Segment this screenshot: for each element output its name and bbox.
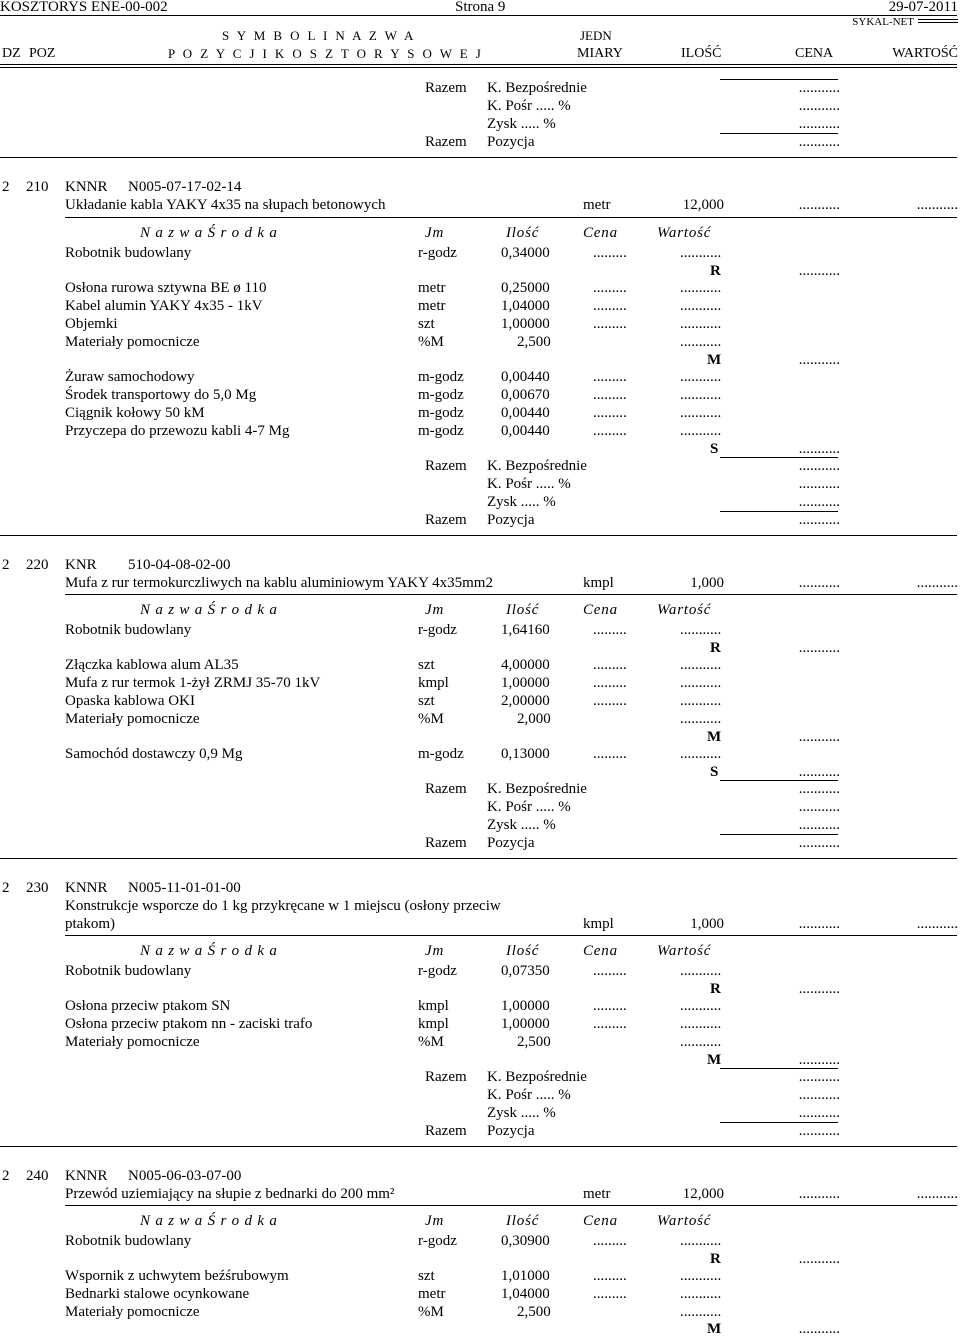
col-ilosc: ILOŚĆ bbox=[681, 46, 722, 61]
koszty-bezposrednie-label: K. Bezpośrednie bbox=[487, 781, 587, 797]
software-name: SYKAL-NET bbox=[852, 16, 914, 28]
resource-name: Żuraw samochodowy bbox=[65, 369, 195, 385]
col-nazwa-srodka: N a z w a Ś r o d k a bbox=[140, 225, 278, 241]
position-dz: 2 bbox=[2, 1168, 10, 1184]
resource-unit: m-godz bbox=[418, 423, 464, 439]
resource-value: ........... bbox=[680, 405, 722, 421]
resource-price: ......... bbox=[593, 1286, 627, 1302]
resource-value: ........... bbox=[680, 387, 722, 403]
resource-value: ........... bbox=[680, 746, 722, 762]
resource-name: Ciągnik kołowy 50 kM bbox=[65, 405, 205, 421]
col-pozycji: P O Z Y C J I K O S Z T O R Y S O W E J bbox=[168, 46, 484, 61]
resource-price: ......... bbox=[593, 1268, 627, 1284]
subtotal-s-label: S bbox=[710, 441, 719, 457]
resource-unit: kmpl bbox=[418, 1016, 449, 1032]
resource-price: ......... bbox=[593, 1016, 627, 1032]
resource-name: Kabel alumin YAKY 4x35 - 1kV bbox=[65, 298, 263, 314]
resource-value: ........... bbox=[680, 711, 722, 727]
resource-name: Objemki bbox=[65, 316, 118, 332]
resource-unit: metr bbox=[418, 280, 446, 296]
subtotal-r-value: ........... bbox=[798, 640, 840, 656]
position-description: Przewód uziemiający na słupie z bednarki do 200 mm² bbox=[65, 1186, 395, 1202]
pozycja-label: Pozycja bbox=[487, 835, 535, 851]
col-symbol-nazwa: S Y M B O L I N A Z W A bbox=[222, 28, 416, 43]
col-wartosc: Wartość bbox=[657, 225, 712, 241]
resource-value: ........... bbox=[680, 693, 722, 709]
resource-price: ......... bbox=[593, 693, 627, 709]
position-separator bbox=[0, 157, 957, 158]
resource-unit: %M bbox=[418, 1034, 444, 1050]
resource-unit: szt bbox=[418, 316, 435, 332]
summary-rule bbox=[720, 79, 838, 80]
razem-label: Razem bbox=[425, 80, 467, 96]
pozycja-value: ........... bbox=[798, 134, 840, 150]
resource-norm: 0,34000 bbox=[501, 245, 550, 261]
catalog-name: KNR bbox=[65, 557, 97, 573]
col-jm: Jm bbox=[425, 225, 445, 241]
resource-unit: %M bbox=[418, 711, 444, 727]
resource-norm: 1,00000 bbox=[501, 675, 550, 691]
subtotal-m-label: M bbox=[707, 729, 722, 745]
position-rule bbox=[65, 935, 957, 936]
pozycja-label: Pozycja bbox=[487, 512, 535, 528]
position-dz: 2 bbox=[2, 179, 10, 195]
col-jm: Jm bbox=[425, 943, 445, 959]
col-ilosc: Ilość bbox=[506, 602, 540, 618]
resource-unit: kmpl bbox=[418, 998, 449, 1014]
resource-value: ........... bbox=[680, 1268, 722, 1284]
koszty-posrednie-value: ........... bbox=[798, 1087, 840, 1103]
header-rule-top bbox=[0, 15, 957, 16]
koszty-bezposrednie-value: ........... bbox=[798, 80, 840, 96]
pozycja-value: ........... bbox=[798, 835, 840, 851]
resource-name: Środek transportowy do 5,0 Mg bbox=[65, 387, 257, 403]
resource-value: ........... bbox=[680, 963, 722, 979]
zysk-value: ........... bbox=[798, 494, 840, 510]
col-cena: Cena bbox=[583, 602, 618, 618]
position-separator bbox=[0, 1146, 957, 1147]
position-number: 210 bbox=[26, 179, 49, 195]
position-value: ........... bbox=[916, 197, 958, 213]
col-ilosc: Ilość bbox=[506, 943, 540, 959]
resource-norm: 2,00000 bbox=[501, 693, 550, 709]
resource-unit: r-godz bbox=[418, 963, 457, 979]
resource-name: Bednarki stalowe ocynkowane bbox=[65, 1286, 250, 1302]
resource-norm: 1,04000 bbox=[501, 1286, 550, 1302]
resource-value: ........... bbox=[680, 1034, 722, 1050]
resource-name: Robotnik budowlany bbox=[65, 622, 192, 638]
resource-value: ........... bbox=[680, 998, 722, 1014]
resource-unit: m-godz bbox=[418, 405, 464, 421]
catalog-code: N005-07-17-02-14 bbox=[128, 179, 242, 195]
resource-value: ........... bbox=[680, 245, 722, 261]
resource-value: ........... bbox=[680, 1304, 722, 1320]
zysk-label: Zysk ..... % bbox=[487, 1105, 556, 1121]
resource-name: Materiały pomocnicze bbox=[65, 711, 200, 727]
position-price: ........... bbox=[798, 197, 840, 213]
position-unit: metr bbox=[583, 1186, 611, 1202]
zysk-label: Zysk ..... % bbox=[487, 817, 556, 833]
col-cena: Cena bbox=[583, 943, 618, 959]
subtotal-m-value: ........... bbox=[798, 352, 840, 368]
koszty-bezposrednie-value: ........... bbox=[798, 781, 840, 797]
resource-norm: 0,00440 bbox=[501, 369, 550, 385]
resource-price: ......... bbox=[593, 675, 627, 691]
razem-label: Razem bbox=[425, 458, 467, 474]
koszty-bezposrednie-label: K. Bezpośrednie bbox=[487, 458, 587, 474]
col-wartosc: Wartość bbox=[657, 943, 712, 959]
resource-norm: 1,00000 bbox=[501, 1016, 550, 1032]
koszty-bezposrednie-value: ........... bbox=[798, 1069, 840, 1085]
position-price: ........... bbox=[798, 916, 840, 932]
position-value: ........... bbox=[916, 1186, 958, 1202]
resource-norm: 0,30900 bbox=[501, 1233, 550, 1249]
resource-norm: 1,01000 bbox=[501, 1268, 550, 1284]
resource-unit: m-godz bbox=[418, 746, 464, 762]
col-dz: DZ bbox=[2, 46, 21, 61]
col-jm: Jm bbox=[425, 602, 445, 618]
resource-unit: r-godz bbox=[418, 245, 457, 261]
position-value: ........... bbox=[916, 916, 958, 932]
resource-unit: %M bbox=[418, 1304, 444, 1320]
subtotal-r-value: ........... bbox=[798, 981, 840, 997]
position-number: 230 bbox=[26, 880, 49, 896]
resource-unit: kmpl bbox=[418, 675, 449, 691]
zysk-label: Zysk ..... % bbox=[487, 494, 556, 510]
position-quantity: 12,000 bbox=[682, 197, 724, 213]
col-cena: Cena bbox=[583, 225, 618, 241]
resource-name: Robotnik budowlany bbox=[65, 245, 192, 261]
position-rule bbox=[65, 217, 957, 218]
col-wartosc: Wartość bbox=[657, 602, 712, 618]
koszty-posrednie-label: K. Pośr ..... % bbox=[487, 1087, 571, 1103]
position-quantity: 1,000 bbox=[690, 916, 724, 932]
col-poz: POZ bbox=[29, 46, 56, 61]
resource-value: ........... bbox=[680, 1233, 722, 1249]
catalog-name: KNNR bbox=[65, 1168, 108, 1184]
resource-name: Osłona rurowa sztywna BE ø 110 bbox=[65, 280, 267, 296]
resource-price: ......... bbox=[593, 369, 627, 385]
col-nazwa-srodka: N a z w a Ś r o d k a bbox=[140, 1213, 278, 1229]
razem-label: Razem bbox=[425, 1123, 467, 1139]
resource-name: Samochód dostawczy 0,9 Mg bbox=[65, 746, 243, 762]
subtotal-r-label: R bbox=[710, 1251, 721, 1267]
page-number: Strona 9 bbox=[455, 0, 506, 15]
resource-name: Osłona przeciw ptakom SN bbox=[65, 998, 231, 1014]
resource-norm: 0,00440 bbox=[501, 423, 550, 439]
col-jedn: JEDN bbox=[580, 28, 612, 43]
resource-price: ......... bbox=[593, 245, 627, 261]
zysk-label: Zysk ..... % bbox=[487, 116, 556, 132]
resource-price: ......... bbox=[593, 298, 627, 314]
doc-date: 29-07-2011 bbox=[888, 0, 958, 15]
resource-unit: r-godz bbox=[418, 622, 457, 638]
doc-title: KOSZTORYS ENE-00-002 bbox=[0, 0, 168, 15]
resource-name: Przyczepa do przewozu kabli 4-7 Mg bbox=[65, 423, 290, 439]
subtotal-r-label: R bbox=[710, 981, 721, 997]
resource-unit: m-godz bbox=[418, 387, 464, 403]
resource-value: ........... bbox=[680, 622, 722, 638]
position-rule bbox=[65, 1205, 957, 1206]
resource-name: Materiały pomocnicze bbox=[65, 334, 200, 350]
col-miary: MIARY bbox=[577, 46, 623, 61]
razem-label: Razem bbox=[425, 134, 467, 150]
koszty-posrednie-label: K. Pośr ..... % bbox=[487, 98, 571, 114]
col-jm: Jm bbox=[425, 1213, 445, 1229]
koszty-posrednie-label: K. Pośr ..... % bbox=[487, 476, 571, 492]
col-nazwa-srodka: N a z w a Ś r o d k a bbox=[140, 943, 278, 959]
resource-price: ......... bbox=[593, 316, 627, 332]
resource-name: Mufa z rur termok 1-żył ZRMJ 35-70 1kV bbox=[65, 675, 321, 691]
position-separator bbox=[0, 535, 957, 536]
resource-unit: %M bbox=[418, 334, 444, 350]
resource-unit: szt bbox=[418, 1268, 435, 1284]
zysk-value: ........... bbox=[798, 1105, 840, 1121]
col-nazwa-srodka: N a z w a Ś r o d k a bbox=[140, 602, 278, 618]
pozycja-value: ........... bbox=[798, 1123, 840, 1139]
koszty-bezposrednie-label: K. Bezpośrednie bbox=[487, 1069, 587, 1085]
resource-norm: 0,07350 bbox=[501, 963, 550, 979]
col-ilosc: Ilość bbox=[506, 225, 540, 241]
resource-value: ........... bbox=[680, 280, 722, 296]
resource-price: ......... bbox=[593, 746, 627, 762]
resource-name: Opaska kablowa OKI bbox=[65, 693, 195, 709]
resource-price: ......... bbox=[593, 622, 627, 638]
zysk-value: ........... bbox=[798, 116, 840, 132]
position-number: 220 bbox=[26, 557, 49, 573]
resource-unit: r-godz bbox=[418, 1233, 457, 1249]
position-description: Mufa z rur termokurczliwych na kablu aluminiowym YAKY 4x35mm2 bbox=[65, 575, 493, 591]
koszty-posrednie-value: ........... bbox=[798, 799, 840, 815]
header-rule-2 bbox=[0, 67, 957, 68]
subtotal-s-value: ........... bbox=[798, 441, 840, 457]
resource-price: ......... bbox=[593, 1233, 627, 1249]
resource-name: Złączka kablowa alum AL35 bbox=[65, 657, 239, 673]
resource-unit: szt bbox=[418, 693, 435, 709]
koszty-posrednie-value: ........... bbox=[798, 98, 840, 114]
resource-value: ........... bbox=[680, 657, 722, 673]
koszty-posrednie-label: K. Pośr ..... % bbox=[487, 799, 571, 815]
position-separator bbox=[0, 858, 957, 859]
position-price: ........... bbox=[798, 1186, 840, 1202]
position-description: Konstrukcje wsporcze do 1 kg przykręcane w 1 miejscu (osłony przeciw bbox=[65, 898, 501, 914]
resource-norm: 4,00000 bbox=[501, 657, 550, 673]
resource-name: Wspornik z uchwytem beźśrubowym bbox=[65, 1268, 289, 1284]
koszty-bezposrednie-label: K. Bezpośrednie bbox=[487, 80, 587, 96]
resource-value: ........... bbox=[680, 423, 722, 439]
col-wartosc: Wartość bbox=[657, 1213, 712, 1229]
position-unit: metr bbox=[583, 197, 611, 213]
resource-value: ........... bbox=[680, 1016, 722, 1032]
position-description: Układanie kabla YAKY 4x35 na słupach betonowych bbox=[65, 197, 386, 213]
position-unit: kmpl bbox=[583, 916, 614, 932]
resource-name: Robotnik budowlany bbox=[65, 963, 192, 979]
resource-price: ......... bbox=[593, 405, 627, 421]
resource-unit: m-godz bbox=[418, 369, 464, 385]
razem-label: Razem bbox=[425, 835, 467, 851]
position-description-cont: ptakom) bbox=[65, 916, 115, 932]
resource-price: ......... bbox=[593, 657, 627, 673]
col-wartosc: WARTOŚĆ bbox=[892, 46, 958, 61]
position-price: ........... bbox=[798, 575, 840, 591]
header-rule-1 bbox=[0, 64, 957, 65]
resource-norm: 1,00000 bbox=[501, 316, 550, 332]
koszty-posrednie-value: ........... bbox=[798, 476, 840, 492]
resource-norm: 0,13000 bbox=[501, 746, 550, 762]
resource-name: Osłona przeciw ptakom nn - zaciski trafo bbox=[65, 1016, 313, 1032]
resource-price: ......... bbox=[593, 998, 627, 1014]
pozycja-value: ........... bbox=[798, 512, 840, 528]
catalog-name: KNNR bbox=[65, 179, 108, 195]
subtotal-m-label: M bbox=[707, 1052, 722, 1068]
subtotal-m-label: M bbox=[707, 1321, 722, 1337]
resource-norm: 1,64160 bbox=[501, 622, 550, 638]
resource-value: ........... bbox=[680, 334, 722, 350]
resource-value: ........... bbox=[680, 1286, 722, 1302]
col-ilosc: Ilość bbox=[506, 1213, 540, 1229]
resource-norm: 2,500 bbox=[517, 1034, 551, 1050]
position-dz: 2 bbox=[2, 557, 10, 573]
position-quantity: 1,000 bbox=[690, 575, 724, 591]
zysk-value: ........... bbox=[798, 817, 840, 833]
position-dz: 2 bbox=[2, 880, 10, 896]
resource-name: Materiały pomocnicze bbox=[65, 1034, 200, 1050]
resource-norm: 2,500 bbox=[517, 1304, 551, 1320]
catalog-code: 510-04-08-02-00 bbox=[128, 557, 231, 573]
position-quantity: 12,000 bbox=[682, 1186, 724, 1202]
resource-value: ........... bbox=[680, 369, 722, 385]
resource-name: Robotnik budowlany bbox=[65, 1233, 192, 1249]
koszty-bezposrednie-value: ........... bbox=[798, 458, 840, 474]
position-rule bbox=[65, 594, 957, 595]
resource-norm: 2,000 bbox=[517, 711, 551, 727]
subtotal-m-value: ........... bbox=[798, 729, 840, 745]
position-unit: kmpl bbox=[583, 575, 614, 591]
razem-label: Razem bbox=[425, 512, 467, 528]
pozycja-label: Pozycja bbox=[487, 1123, 535, 1139]
razem-label: Razem bbox=[425, 781, 467, 797]
resource-price: ......... bbox=[593, 963, 627, 979]
catalog-code: N005-11-01-01-00 bbox=[128, 880, 241, 896]
resource-unit: szt bbox=[418, 657, 435, 673]
resource-value: ........... bbox=[680, 298, 722, 314]
subtotal-r-label: R bbox=[710, 640, 721, 656]
subtotal-s-label: S bbox=[710, 764, 719, 780]
resource-value: ........... bbox=[680, 675, 722, 691]
col-cena: CENA bbox=[795, 46, 834, 61]
subtotal-r-value: ........... bbox=[798, 1251, 840, 1267]
resource-unit: metr bbox=[418, 1286, 446, 1302]
position-number: 240 bbox=[26, 1168, 49, 1184]
subtotal-r-label: R bbox=[710, 263, 721, 279]
col-cena: Cena bbox=[583, 1213, 618, 1229]
razem-label: Razem bbox=[425, 1069, 467, 1085]
software-rule-1 bbox=[918, 19, 958, 20]
resource-norm: 0,00440 bbox=[501, 405, 550, 421]
pozycja-label: Pozycja bbox=[487, 134, 535, 150]
software-rule-2 bbox=[918, 22, 958, 23]
subtotal-m-value: ........... bbox=[798, 1321, 840, 1337]
resource-price: ......... bbox=[593, 423, 627, 439]
resource-norm: 0,00670 bbox=[501, 387, 550, 403]
resource-name: Materiały pomocnicze bbox=[65, 1304, 200, 1320]
subtotal-s-value: ........... bbox=[798, 764, 840, 780]
position-value: ........... bbox=[916, 575, 958, 591]
subtotal-m-label: M bbox=[707, 352, 722, 368]
resource-price: ......... bbox=[593, 280, 627, 296]
catalog-code: N005-06-03-07-00 bbox=[128, 1168, 242, 1184]
subtotal-m-value: ........... bbox=[798, 1052, 840, 1068]
resource-price: ......... bbox=[593, 387, 627, 403]
resource-norm: 2,500 bbox=[517, 334, 551, 350]
resource-norm: 1,00000 bbox=[501, 998, 550, 1014]
resource-unit: metr bbox=[418, 298, 446, 314]
subtotal-r-value: ........... bbox=[798, 263, 840, 279]
catalog-name: KNNR bbox=[65, 880, 108, 896]
resource-norm: 1,04000 bbox=[501, 298, 550, 314]
resource-value: ........... bbox=[680, 316, 722, 332]
resource-norm: 0,25000 bbox=[501, 280, 550, 296]
